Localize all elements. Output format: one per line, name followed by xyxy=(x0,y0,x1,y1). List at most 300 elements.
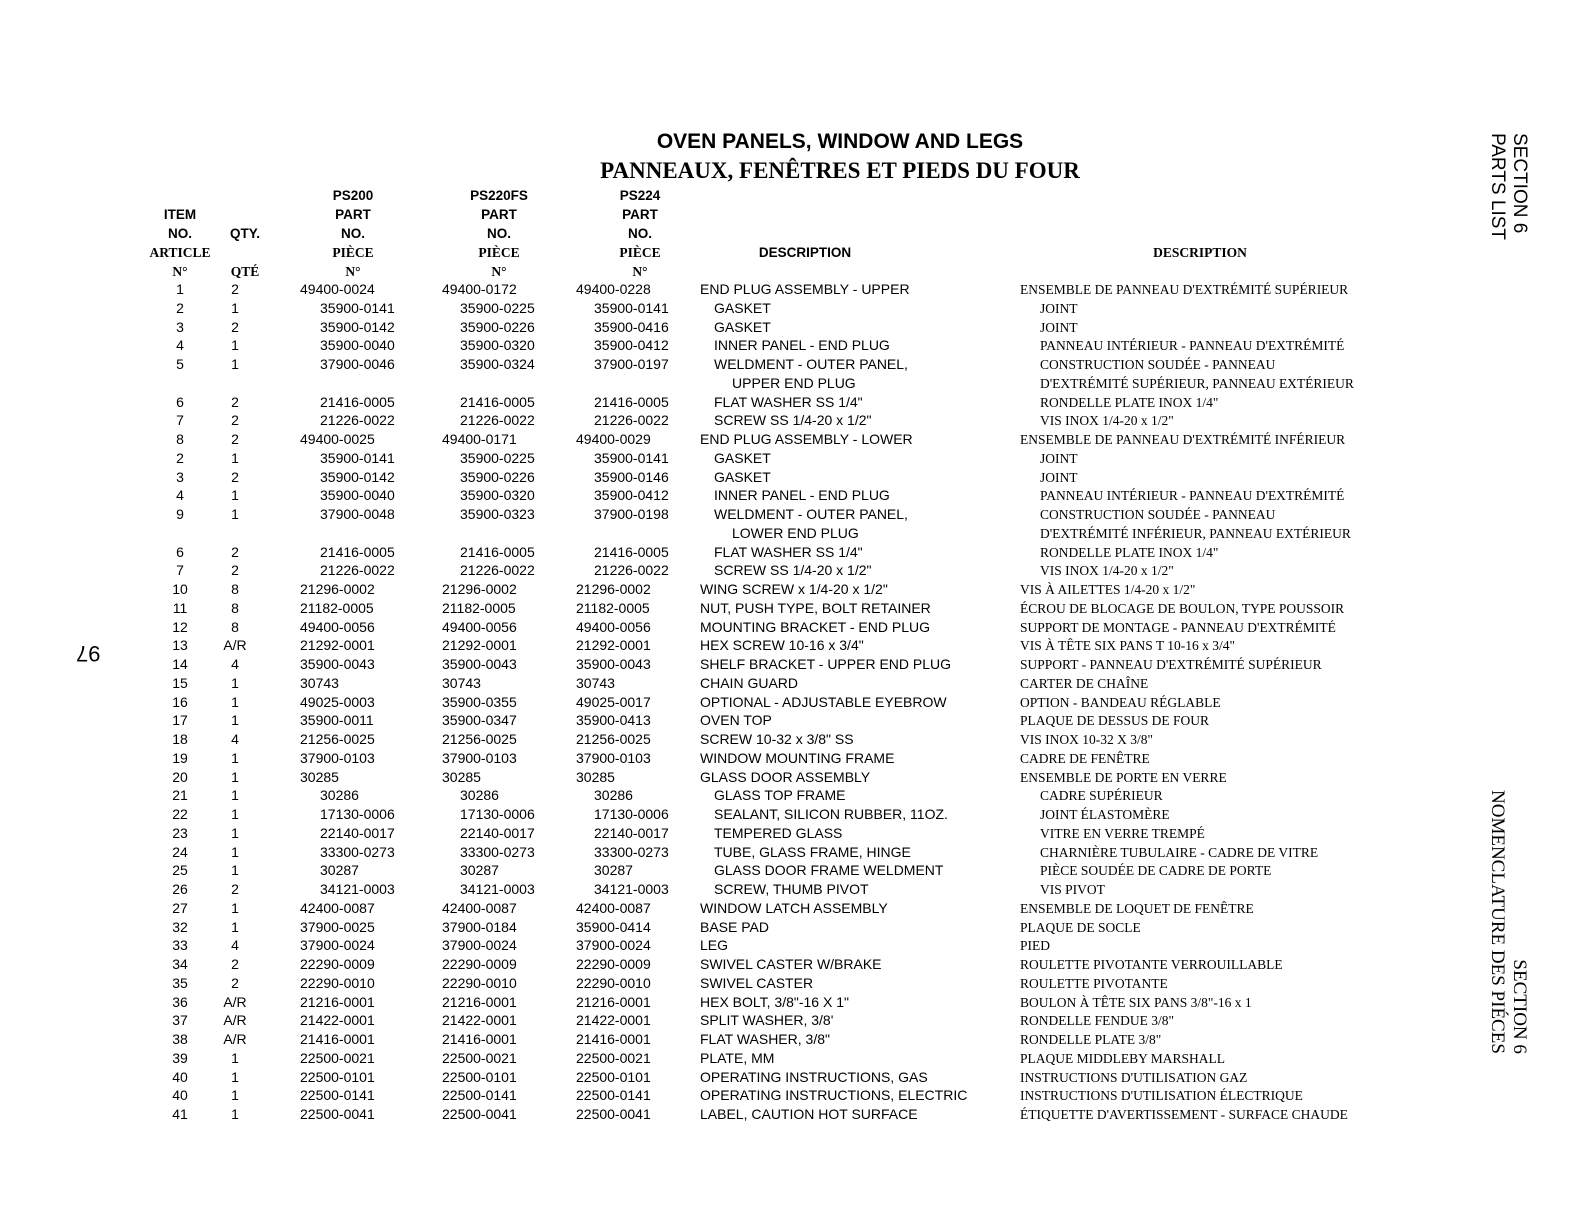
description-french: RONDELLE PLATE 3/8" xyxy=(1020,1032,1162,1047)
ps200-part-number: 21182-0005 xyxy=(300,599,374,616)
description-english: INNER PANEL - END PLUG xyxy=(714,337,890,354)
description-english: LOWER END PLUG xyxy=(732,524,859,541)
ps200-part-number: 30287 xyxy=(320,862,359,879)
quantity: 2 xyxy=(231,468,239,485)
table-row xyxy=(0,299,1500,318)
page-number: 97 xyxy=(76,641,101,666)
item-number: 10 xyxy=(172,581,188,597)
quantity: 1 xyxy=(231,768,239,785)
table-row xyxy=(0,374,1500,393)
table-row xyxy=(0,993,1500,1012)
item-number: 17 xyxy=(172,712,188,729)
quantity: 1 xyxy=(231,1068,239,1085)
item-number: 3 xyxy=(176,468,184,485)
ps224-part-number: 35900-0412 xyxy=(594,337,669,354)
quantity: 1 xyxy=(231,899,239,916)
description-english: HEX BOLT, 3/8"-16 X 1" xyxy=(700,993,849,1010)
item-number: 38 xyxy=(172,1031,188,1047)
table-row xyxy=(0,1049,1500,1068)
ps224-part-number: 49400-0056 xyxy=(576,618,651,635)
ps220fs-part-number: 35900-0226 xyxy=(460,468,535,485)
description-english: OVEN TOP xyxy=(700,712,772,729)
description-french: CADRE DE FENÊTRE xyxy=(1020,750,1150,766)
description-french: VITRE EN VERRE TREMPÉ xyxy=(1040,825,1205,841)
ps200-part-number: 37900-0024 xyxy=(300,937,375,954)
ps224-part-number: 22140-0017 xyxy=(594,824,669,841)
description-french: PLAQUE DE SOCLE xyxy=(1020,919,1141,935)
ps200-part-number: 35900-0141 xyxy=(320,449,395,466)
ps220fs-part-number: 17130-0006 xyxy=(460,806,535,822)
quantity: 1 xyxy=(231,449,239,466)
table-row xyxy=(0,730,1500,749)
ps224-part-number: 21292-0001 xyxy=(576,637,651,654)
description-french: BOULON À TÊTE SIX PANS 3/8"-16 x 1 xyxy=(1020,994,1252,1010)
table-row xyxy=(0,955,1500,974)
quantity: 4 xyxy=(231,937,239,954)
ps220fs-part-number: 22140-0017 xyxy=(460,824,535,841)
ps220fs-part-number: 21416-0005 xyxy=(460,393,535,410)
ps224-part-number: 21296-0002 xyxy=(576,581,651,597)
table-row xyxy=(0,918,1500,937)
ps220fs-part-number: 21256-0025 xyxy=(442,731,517,747)
description-french: PIED xyxy=(1020,938,1050,954)
item-number: 22 xyxy=(172,806,188,822)
ps224-part-number: 30286 xyxy=(594,787,633,804)
description-french: RONDELLE PLATE INOX 1/4" xyxy=(1040,394,1219,410)
ps224-part-number: 35900-0141 xyxy=(594,299,669,316)
description-english: FLAT WASHER SS 1/4" xyxy=(714,393,863,410)
ps200-part-number: 30286 xyxy=(320,787,359,804)
ps224-part-number: 30287 xyxy=(594,862,633,879)
ps220fs-part-number: 30286 xyxy=(460,787,499,804)
quantity: 1 xyxy=(231,787,239,804)
ps224-part-number: 22500-0041 xyxy=(576,1106,651,1122)
table-row xyxy=(0,711,1500,730)
ps224-part-number: 22500-0141 xyxy=(576,1087,651,1104)
ps220fs-part-number: 22500-0101 xyxy=(442,1068,517,1085)
description-english: GASKET xyxy=(714,318,771,335)
item-number: 6 xyxy=(176,393,184,410)
item-number: 1 xyxy=(176,281,184,297)
quantity: 2 xyxy=(231,412,239,429)
ps220fs-part-number: 35900-0320 xyxy=(460,487,535,504)
header-description-french: DESCRIPTION xyxy=(1153,245,1247,260)
ps224-part-number: 49400-0029 xyxy=(576,431,651,447)
description-french: VIS PIVOT xyxy=(1040,882,1105,897)
description-french: INSTRUCTIONS D'UTILISATION GAZ xyxy=(1020,1069,1248,1085)
table-row xyxy=(0,749,1500,768)
ps224-part-number: 33300-0273 xyxy=(594,843,669,860)
item-number: 35 xyxy=(172,974,188,991)
item-number: 40 xyxy=(172,1087,188,1104)
description-english: FLAT WASHER SS 1/4" xyxy=(714,543,863,560)
quantity: 2 xyxy=(231,318,239,335)
ps224-part-number: 35900-0412 xyxy=(594,487,669,504)
ps224-part-number: 35900-0416 xyxy=(594,318,669,335)
description-french: CHARNIÈRE TUBULAIRE - CADRE DE VITRE xyxy=(1040,844,1319,860)
ps224-part-number: 37900-0198 xyxy=(594,506,669,522)
description-english: SCREW 10-32 x 3/8" SS xyxy=(700,731,854,747)
ps200-part-number: 35900-0142 xyxy=(320,318,395,335)
ps220fs-part-number: 21292-0001 xyxy=(442,637,517,654)
table-row xyxy=(0,524,1500,543)
item-number: 20 xyxy=(172,768,188,785)
item-number: 34 xyxy=(172,956,188,972)
ps224-part-number: 35900-0146 xyxy=(594,468,669,485)
description-english: OPTIONAL - ADJUSTABLE EYEBROW xyxy=(700,693,947,710)
table-row xyxy=(0,693,1500,712)
header-ps200: PS200 PART NO. PIÈCE N° xyxy=(332,188,374,279)
ps224-part-number: 37900-0024 xyxy=(576,937,651,954)
table-row xyxy=(0,1086,1500,1105)
item-number: 7 xyxy=(176,562,184,579)
quantity: 1 xyxy=(231,712,239,729)
ps200-part-number: 21296-0002 xyxy=(300,581,375,597)
item-number: 9 xyxy=(176,506,184,522)
ps200-part-number: 42400-0087 xyxy=(300,899,375,916)
ps220fs-part-number: 37900-0184 xyxy=(442,918,517,935)
ps220fs-part-number: 42400-0087 xyxy=(442,899,517,916)
item-number: 5 xyxy=(176,356,184,372)
quantity: 2 xyxy=(231,956,239,972)
table-row xyxy=(0,1030,1500,1049)
ps224-part-number: 21256-0025 xyxy=(576,731,651,747)
description-french: SUPPORT DE MONTAGE - PANNEAU D'EXTRÉMITÉ xyxy=(1020,619,1336,635)
quantity: 1 xyxy=(231,1087,239,1104)
item-number: 25 xyxy=(172,862,188,879)
table-row xyxy=(0,336,1500,355)
description-french: CONSTRUCTION SOUDÉE - PANNEAU xyxy=(1040,507,1276,522)
description-french: PLAQUE MIDDLEBY MARSHALL xyxy=(1020,1050,1225,1066)
ps220fs-part-number: 21216-0001 xyxy=(442,993,517,1010)
page-title-french: PANNEAUX, FENÊTRES ET PIEDS DU FOUR xyxy=(600,158,1080,183)
table-row xyxy=(0,768,1500,787)
ps224-part-number: 21416-0005 xyxy=(594,393,669,410)
description-english: GASKET xyxy=(714,299,771,316)
ps224-part-number: 21226-0022 xyxy=(594,412,669,429)
ps220fs-part-number: 37900-0024 xyxy=(442,937,517,954)
quantity: 1 xyxy=(231,843,239,860)
description-english: OPERATING INSTRUCTIONS, GAS xyxy=(700,1068,928,1085)
item-number: 14 xyxy=(172,656,188,672)
ps224-part-number: 21226-0022 xyxy=(594,562,669,579)
item-number: 19 xyxy=(172,749,188,766)
ps200-part-number: 22140-0017 xyxy=(320,824,395,841)
item-number: 33 xyxy=(172,937,188,954)
item-number: 40 xyxy=(172,1068,188,1085)
description-english: WELDMENT - OUTER PANEL, xyxy=(714,506,908,522)
ps200-part-number: 35900-0040 xyxy=(320,337,395,354)
table-row xyxy=(0,561,1500,580)
ps224-part-number: 37900-0197 xyxy=(594,356,669,372)
ps224-part-number: 35900-0043 xyxy=(576,656,651,672)
description-french: JOINT xyxy=(1040,300,1078,316)
ps220fs-part-number: 22290-0009 xyxy=(442,956,517,972)
quantity: A/R xyxy=(223,1012,247,1029)
item-number: 11 xyxy=(172,599,188,616)
description-english: TEMPERED GLASS xyxy=(714,824,843,841)
ps224-part-number: 30743 xyxy=(576,674,615,691)
description-french: CARTER DE CHAÎNE xyxy=(1020,675,1149,691)
quantity: 1 xyxy=(231,806,239,822)
table-row xyxy=(0,974,1500,993)
ps220fs-part-number: 35900-0355 xyxy=(442,693,517,710)
quantity: 2 xyxy=(231,393,239,410)
item-number: 8 xyxy=(176,431,184,447)
quantity: 8 xyxy=(231,581,239,597)
ps220fs-part-number: 21226-0022 xyxy=(460,412,535,429)
description-english: NUT, PUSH TYPE, BOLT RETAINER xyxy=(700,599,931,616)
quantity: 8 xyxy=(231,618,239,635)
table-row xyxy=(0,786,1500,805)
description-english: END PLUG ASSEMBLY - UPPER xyxy=(700,281,910,297)
ps200-part-number: 22500-0021 xyxy=(300,1049,375,1066)
ps200-part-number: 30285 xyxy=(300,768,339,785)
quantity: A/R xyxy=(223,993,247,1010)
ps200-part-number: 35900-0141 xyxy=(320,299,395,316)
ps224-part-number: 22290-0009 xyxy=(576,956,651,972)
description-english: TUBE, GLASS FRAME, HINGE xyxy=(714,843,911,860)
quantity: 4 xyxy=(231,731,239,747)
quantity: 1 xyxy=(231,824,239,841)
description-french: VIS INOX 10-32 X 3/8" xyxy=(1020,732,1154,747)
description-english: SHELF BRACKET - UPPER END PLUG xyxy=(700,656,952,672)
ps220fs-part-number: 21422-0001 xyxy=(442,1012,517,1029)
ps200-part-number: 49400-0056 xyxy=(300,618,375,635)
table-row xyxy=(0,936,1500,955)
table-row xyxy=(0,411,1500,430)
ps224-part-number: 21416-0005 xyxy=(594,543,669,560)
quantity: 1 xyxy=(231,337,239,354)
ps224-part-number: 22500-0101 xyxy=(576,1068,651,1085)
table-row xyxy=(0,486,1500,505)
ps200-part-number: 21416-0005 xyxy=(320,393,395,410)
quantity: 1 xyxy=(231,862,239,879)
description-french: VIS À TÊTE SIX PANS T 10-16 x 3/4" xyxy=(1020,638,1236,654)
description-english: SWIVEL CASTER W/BRAKE xyxy=(700,956,882,972)
item-number: 3 xyxy=(176,318,184,335)
section-label-parts-list: SECTION 6 PARTS LIST xyxy=(1487,133,1530,240)
description-french: ROULETTE PIVOTANTE VERROUILLABLE xyxy=(1020,957,1283,972)
ps220fs-part-number: 22500-0021 xyxy=(442,1049,517,1066)
ps220fs-part-number: 49400-0056 xyxy=(442,618,517,635)
ps200-part-number: 33300-0273 xyxy=(320,843,395,860)
table-row xyxy=(0,280,1500,299)
quantity: 1 xyxy=(231,1049,239,1066)
ps200-part-number: 22290-0010 xyxy=(300,974,375,991)
ps200-part-number: 21256-0025 xyxy=(300,731,375,747)
table-row xyxy=(0,674,1500,693)
ps200-part-number: 21226-0022 xyxy=(320,412,395,429)
header-description-english: DESCRIPTION xyxy=(758,245,852,260)
description-french: JOINT xyxy=(1040,450,1078,466)
description-english: SCREW SS 1/4-20 x 1/2" xyxy=(714,412,872,429)
table-row xyxy=(0,355,1500,374)
description-french: ENSEMBLE DE PORTE EN VERRE xyxy=(1020,769,1227,785)
description-french: JOINT xyxy=(1040,469,1078,485)
quantity: 1 xyxy=(231,356,239,372)
description-english: SCREW SS 1/4-20 x 1/2" xyxy=(714,562,872,579)
description-english: GASKET xyxy=(714,468,771,485)
quantity: 1 xyxy=(231,693,239,710)
page-title-english: OVEN PANELS, WINDOW AND LEGS xyxy=(656,130,1024,153)
description-english: GLASS DOOR FRAME WELDMENT xyxy=(714,862,944,879)
ps224-part-number: 35900-0414 xyxy=(576,918,651,935)
ps200-part-number: 49025-0003 xyxy=(300,693,375,710)
item-number: 2 xyxy=(176,299,184,316)
description-english: INNER PANEL - END PLUG xyxy=(714,487,890,504)
description-english: MOUNTING BRACKET - END PLUG xyxy=(700,618,930,635)
description-english: FLAT WASHER, 3/8" xyxy=(700,1031,830,1047)
ps200-part-number: 37900-0103 xyxy=(300,749,375,766)
ps200-part-number: 21216-0001 xyxy=(300,993,375,1010)
header-ps224: PS224 PART NO. PIÈCE N° xyxy=(619,188,661,279)
ps220fs-part-number: 35900-0324 xyxy=(460,356,535,372)
ps200-part-number: 35900-0142 xyxy=(320,468,395,485)
description-english: PLATE, MM xyxy=(700,1049,775,1066)
table-row xyxy=(0,1105,1500,1124)
description-english: UPPER END PLUG xyxy=(732,374,856,391)
item-number: 4 xyxy=(176,487,184,504)
ps200-part-number: 21226-0022 xyxy=(320,562,395,579)
ps220fs-part-number: 21296-0002 xyxy=(442,581,517,597)
ps220fs-part-number: 30743 xyxy=(442,674,481,691)
header-ps220fs: PS220FS PART NO. PIÈCE N° xyxy=(470,188,528,279)
table-row xyxy=(0,655,1500,674)
ps220fs-part-number: 21416-0005 xyxy=(460,543,535,560)
item-number: 21 xyxy=(172,787,188,804)
description-french: ENSEMBLE DE PANNEAU D'EXTRÉMITÉ SUPÉRIEUR xyxy=(1020,282,1349,297)
description-english: SCREW, THUMB PIVOT xyxy=(714,881,869,897)
quantity: 2 xyxy=(231,431,239,447)
ps220fs-part-number: 22500-0041 xyxy=(442,1106,517,1122)
description-english: WINDOW MOUNTING FRAME xyxy=(700,749,895,766)
ps220fs-part-number: 21416-0001 xyxy=(442,1031,517,1047)
item-number: 39 xyxy=(172,1049,188,1066)
ps200-part-number: 22290-0009 xyxy=(300,956,375,972)
table-row xyxy=(0,580,1500,599)
quantity: 1 xyxy=(231,506,239,522)
description-french: VIS INOX 1/4-20 x 1/2" xyxy=(1040,563,1174,579)
ps224-part-number: 34121-0003 xyxy=(594,881,669,897)
ps224-part-number: 49025-0017 xyxy=(576,693,651,710)
description-french: CONSTRUCTION SOUDÉE - PANNEAU xyxy=(1040,357,1276,372)
ps220fs-part-number: 22290-0010 xyxy=(442,974,517,991)
ps224-part-number: 35900-0413 xyxy=(576,712,651,729)
ps200-part-number: 35900-0040 xyxy=(320,487,395,504)
item-number: 41 xyxy=(172,1106,188,1122)
ps220fs-part-number: 35900-0043 xyxy=(442,656,517,672)
description-english: GLASS TOP FRAME xyxy=(714,787,846,804)
table-row xyxy=(0,824,1500,843)
ps200-part-number: 21416-0005 xyxy=(320,543,395,560)
table-row xyxy=(0,636,1500,655)
description-french: RONDELLE PLATE INOX 1/4" xyxy=(1040,544,1219,560)
ps220fs-part-number: 34121-0003 xyxy=(460,881,535,897)
table-row xyxy=(0,449,1500,468)
quantity: 2 xyxy=(231,281,239,297)
table-row xyxy=(0,393,1500,412)
table-row xyxy=(0,1068,1500,1087)
description-english: WINDOW LATCH ASSEMBLY xyxy=(700,899,888,916)
description-french: PANNEAU INTÉRIEUR - PANNEAU D'EXTRÉMITÉ xyxy=(1040,338,1345,354)
ps220fs-part-number: 35900-0347 xyxy=(442,712,517,729)
item-number: 15 xyxy=(172,674,188,691)
ps220fs-part-number: 37900-0103 xyxy=(442,749,517,766)
section-label-nomenclature: SECTION 6 NOMENCLATURE DES PIÉCES xyxy=(1487,790,1530,1054)
ps200-part-number: 22500-0041 xyxy=(300,1106,375,1122)
ps200-part-number: 30743 xyxy=(300,674,339,691)
ps220fs-part-number: 21182-0005 xyxy=(442,599,516,616)
ps220fs-part-number: 35900-0323 xyxy=(460,506,535,522)
ps220fs-part-number: 49400-0171 xyxy=(442,431,517,447)
description-french: OPTION - BANDEAU RÉGLABLE xyxy=(1020,694,1221,710)
ps220fs-part-number: 35900-0225 xyxy=(460,299,535,316)
ps200-part-number: 49400-0025 xyxy=(300,431,375,447)
description-english: GASKET xyxy=(714,449,771,466)
description-english: SEALANT, SILICON RUBBER, 11OZ. xyxy=(714,806,948,822)
table-row xyxy=(0,468,1500,487)
description-french: ROULETTE PIVOTANTE xyxy=(1020,975,1168,991)
quantity: A/R xyxy=(223,1031,247,1047)
table-row xyxy=(0,505,1500,524)
description-english: LABEL, CAUTION HOT SURFACE xyxy=(700,1106,918,1122)
item-number: 27 xyxy=(172,899,188,916)
description-french: JOINT xyxy=(1040,319,1078,335)
quantity: 4 xyxy=(231,656,239,672)
table-row xyxy=(0,880,1500,899)
description-french: ÉTIQUETTE D'AVERTISSEMENT - SURFACE CHAUDE xyxy=(1020,1107,1348,1122)
table-row xyxy=(0,599,1500,618)
ps224-part-number: 21182-0005 xyxy=(576,599,650,616)
ps220fs-part-number: 21226-0022 xyxy=(460,562,535,579)
table-row xyxy=(0,861,1500,880)
quantity: A/R xyxy=(223,637,247,654)
ps220fs-part-number: 49400-0172 xyxy=(442,281,517,297)
ps224-part-number: 21216-0001 xyxy=(576,993,651,1010)
item-number: 4 xyxy=(176,337,184,354)
description-french: RONDELLE FENDUE 3/8" xyxy=(1020,1013,1174,1029)
description-french: D'EXTRÉMITÉ INFÉRIEUR, PANNEAU EXTÉRIEUR xyxy=(1040,525,1351,541)
ps200-part-number: 35900-0011 xyxy=(300,712,374,729)
ps220fs-part-number: 35900-0226 xyxy=(460,318,535,335)
ps224-part-number: 42400-0087 xyxy=(576,899,651,916)
item-number: 24 xyxy=(172,843,188,860)
item-number: 36 xyxy=(172,993,188,1010)
quantity: 1 xyxy=(231,749,239,766)
quantity: 2 xyxy=(231,562,239,579)
description-french: ENSEMBLE DE PANNEAU D'EXTRÉMITÉ INFÉRIEUR xyxy=(1020,432,1346,447)
quantity: 1 xyxy=(231,674,239,691)
description-french: INSTRUCTIONS D'UTILISATION ÉLECTRIQUE xyxy=(1020,1088,1303,1104)
ps200-part-number: 35900-0043 xyxy=(300,656,375,672)
ps200-part-number: 17130-0006 xyxy=(320,806,395,822)
ps200-part-number: 21292-0001 xyxy=(300,637,375,654)
description-english: WELDMENT - OUTER PANEL, xyxy=(714,356,908,372)
ps220fs-part-number: 35900-0320 xyxy=(460,337,535,354)
description-french: CADRE SUPÉRIEUR xyxy=(1040,788,1163,804)
quantity: 1 xyxy=(231,1106,239,1122)
ps224-part-number: 30285 xyxy=(576,768,615,785)
table-row xyxy=(0,618,1500,637)
description-french: PLAQUE DE DESSUS DE FOUR xyxy=(1020,713,1210,729)
description-english: BASE PAD xyxy=(700,918,769,935)
description-english: END PLUG ASSEMBLY - LOWER xyxy=(700,431,913,447)
item-number: 7 xyxy=(176,412,184,429)
description-french: ENSEMBLE DE LOQUET DE FENÊTRE xyxy=(1020,900,1254,916)
ps200-part-number: 37900-0025 xyxy=(300,918,375,935)
item-number: 2 xyxy=(176,449,184,466)
